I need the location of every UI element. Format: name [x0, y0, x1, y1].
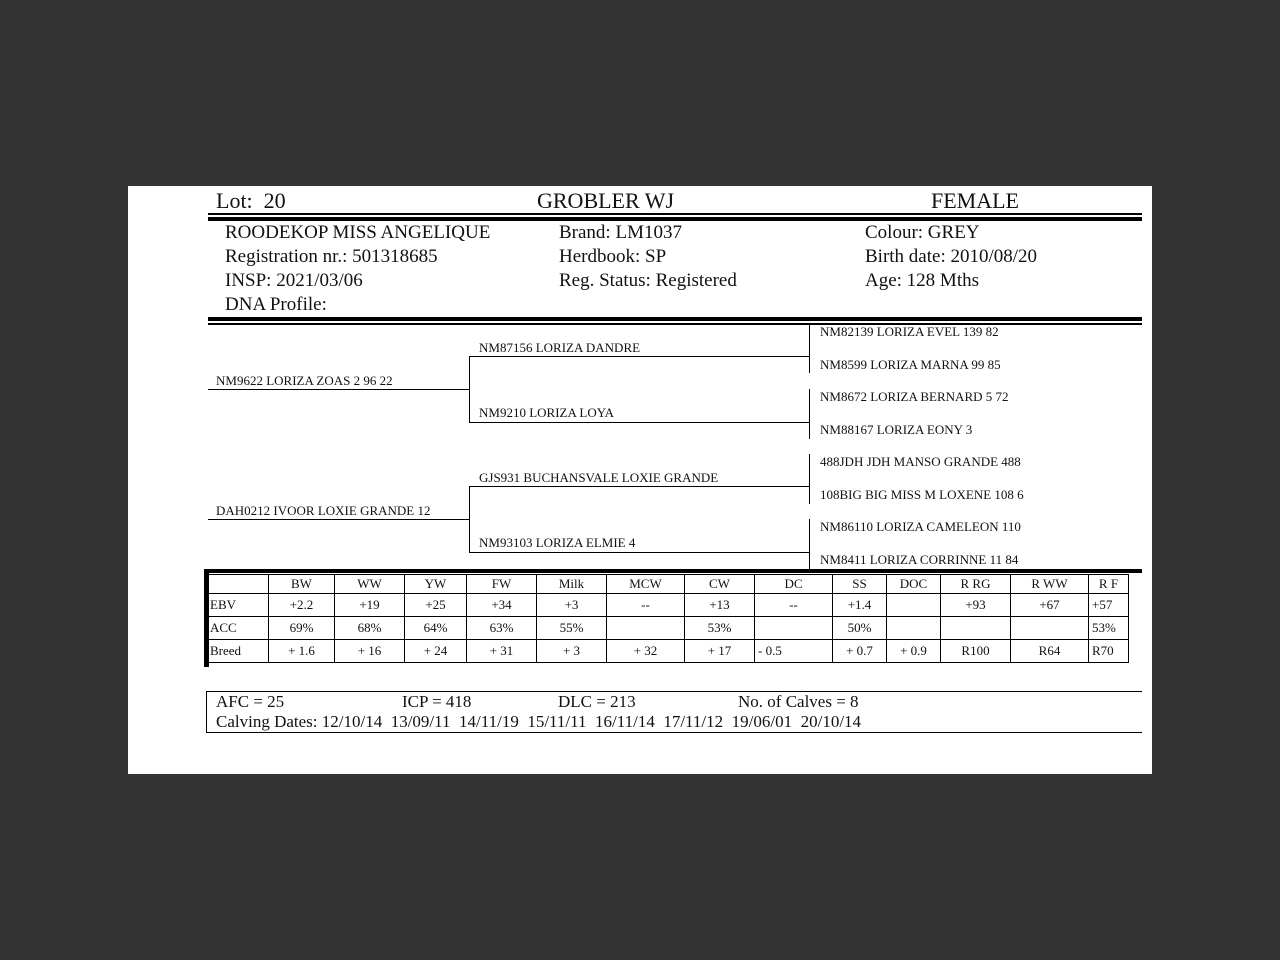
pedigree-great-grandparent: NM8672 LORIZA BERNARD 5 72 — [820, 389, 1009, 404]
pedigree-sire-sire: NM87156 LORIZA DANDRE — [479, 340, 641, 355]
calves-count: No. of Calves = 8 — [738, 692, 859, 711]
ebv-column-header: R F — [1089, 575, 1129, 594]
ebv-cell: 69% — [269, 617, 335, 640]
ebv-cell — [607, 617, 685, 640]
ebv-column-header: BW — [269, 575, 335, 594]
sire-line — [208, 389, 470, 390]
ebv-cell — [941, 617, 1011, 640]
ebv-row-acc — [207, 617, 1129, 640]
ebv-cell — [1011, 617, 1089, 640]
gg-bracket-4 — [809, 519, 810, 569]
pedigree-great-grandparent: NM8411 LORIZA CORRINNE 11 84 — [820, 552, 1019, 567]
gg-bracket-2 — [809, 389, 810, 439]
pedigree-dam-dam: NM93103 LORIZA ELMIE 4 — [479, 535, 636, 550]
ebv-cell: + 17 — [685, 640, 755, 663]
brand: Brand: LM1037 — [559, 222, 682, 243]
lot-number: 20 — [263, 188, 286, 213]
ebv-row-label: Breed — [207, 640, 269, 663]
ebv-cell: +25 — [405, 594, 467, 617]
ebv-cell: 63% — [467, 617, 537, 640]
info-divider-thick — [208, 317, 1142, 321]
ebv-cell: +67 — [1011, 594, 1089, 617]
header-divider-thin — [208, 213, 1142, 215]
dam-line — [208, 519, 470, 520]
ebv-column-header: R WW — [1011, 575, 1089, 594]
ebv-column-header: YW — [405, 575, 467, 594]
ebv-column-header — [207, 575, 269, 594]
pedigree-sire-dam: NM9210 LORIZA LOYA — [479, 405, 615, 420]
ebv-cell: -- — [755, 594, 833, 617]
ebv-column-header: R RG — [941, 575, 1011, 594]
ebv-cell: +1.4 — [833, 594, 887, 617]
ebv-cell: +13 — [685, 594, 755, 617]
registration-number: Registration nr.: 501318685 — [225, 246, 438, 267]
ebv-header-row — [207, 575, 1129, 594]
age: Age: 128 Mths — [865, 270, 979, 291]
animal-name: ROODEKOP MISS ANGELIQUE — [225, 222, 491, 243]
sex-label: FEMALE — [931, 188, 1019, 213]
ebv-cell: + 32 — [607, 640, 685, 663]
ebv-top-rule — [204, 569, 1142, 573]
sale-catalogue-card — [128, 186, 1152, 774]
ebv-row-breed — [207, 640, 1129, 663]
ebv-cell: + 16 — [335, 640, 405, 663]
afc-value: AFC = 25 — [216, 692, 285, 711]
footer-left-line — [206, 691, 207, 733]
ebv-cell: 68% — [335, 617, 405, 640]
gg-bracket-3 — [809, 454, 810, 504]
ebv-row-label: EBV — [207, 594, 269, 617]
header-divider-thick — [208, 217, 1142, 221]
ebv-row-label: ACC — [207, 617, 269, 640]
ebv-cell — [887, 617, 941, 640]
ebv-cell: R64 — [1011, 640, 1089, 663]
pedigree-great-grandparent: 108BIG BIG MISS M LOXENE 108 6 — [820, 487, 1024, 502]
ebv-cell: 50% — [833, 617, 887, 640]
ebv-cell: +3 — [537, 594, 607, 617]
ebv-cell: +19 — [335, 594, 405, 617]
pedigree-great-grandparent: NM88167 LORIZA EONY 3 — [820, 422, 973, 437]
lot-label: Lot: 20 — [216, 188, 286, 213]
ebv-column-header: DC — [755, 575, 833, 594]
ebv-column-header: Milk — [537, 575, 607, 594]
ebv-column-header: DOC — [887, 575, 941, 594]
pedigree-dam-sire: GJS931 BUCHANSVALE LOXIE GRANDE — [479, 470, 719, 485]
registration-status: Reg. Status: Registered — [559, 270, 737, 291]
ebv-cell: +34 — [467, 594, 537, 617]
ebv-cell: + 0.7 — [833, 640, 887, 663]
ebv-column-header: MCW — [607, 575, 685, 594]
ebv-column-header: WW — [335, 575, 405, 594]
ebv-cell: 53% — [1089, 617, 1129, 640]
ebv-cell: +2.2 — [269, 594, 335, 617]
ebv-cell: -- — [607, 594, 685, 617]
footer-bottom-line — [206, 732, 1142, 733]
ebv-cell: + 1.6 — [269, 640, 335, 663]
ebv-cell: 53% — [685, 617, 755, 640]
footer-top-line — [206, 691, 1142, 692]
herdbook: Herdbook: SP — [559, 246, 667, 267]
dlc-value: DLC = 213 — [558, 692, 636, 711]
ebv-cell: R70 — [1089, 640, 1129, 663]
inspection-date: INSP: 2021/03/06 — [225, 270, 363, 291]
sire-sire-line — [469, 356, 810, 357]
ebv-cell: + 31 — [467, 640, 537, 663]
sire-dam-line — [469, 422, 810, 423]
calving-dates: Calving Dates: 12/10/14 13/09/11 14/11/19 15/11/11 16/11/14 17/11/12 19/06/01 20/10/14 — [216, 712, 862, 731]
pedigree-great-grandparent: NM8599 LORIZA MARNA 99 85 — [820, 357, 1001, 372]
ebv-cell: + 0.9 — [887, 640, 941, 663]
pedigree-dam: DAH0212 IVOOR LOXIE GRANDE 12 — [216, 503, 431, 518]
ebv-cell: + 24 — [405, 640, 467, 663]
ebv-cell: +93 — [941, 594, 1011, 617]
ebv-cell: R100 — [941, 640, 1011, 663]
pedigree-great-grandparent: 488JDH JDH MANSO GRANDE 488 — [820, 454, 1021, 469]
pedigree-great-grandparent: NM86110 LORIZA CAMELEON 110 — [820, 519, 1021, 534]
ebv-cell: + 3 — [537, 640, 607, 663]
ebv-cell: 64% — [405, 617, 467, 640]
breeder-name: GROBLER WJ — [537, 188, 675, 213]
dam-sire-line — [469, 486, 810, 487]
sire-bracket — [469, 357, 470, 423]
pedigree-great-grandparent: NM82139 LORIZA EVEL 139 82 — [820, 324, 999, 339]
ebv-cell — [755, 617, 833, 640]
ebv-column-header: CW — [685, 575, 755, 594]
birth-date: Birth date: 2010/08/20 — [865, 246, 1038, 267]
dam-dam-line — [469, 552, 810, 553]
ebv-row-ebv — [207, 594, 1129, 617]
ebv-column-header: SS — [833, 575, 887, 594]
ebv-table — [206, 574, 1129, 663]
gg-bracket-1 — [809, 323, 810, 373]
ebv-cell: - 0.5 — [755, 640, 833, 663]
dna-profile: DNA Profile: — [225, 294, 327, 315]
ebv-cell: +57 — [1089, 594, 1129, 617]
icp-value: ICP = 418 — [402, 692, 472, 711]
ebv-cell: 55% — [537, 617, 607, 640]
colour: Colour: GREY — [865, 222, 980, 243]
ebv-column-header: FW — [467, 575, 537, 594]
dam-bracket — [469, 487, 470, 553]
info-divider-thin — [208, 323, 1142, 325]
ebv-cell — [887, 594, 941, 617]
pedigree-sire: NM9622 LORIZA ZOAS 2 96 22 — [216, 373, 393, 388]
